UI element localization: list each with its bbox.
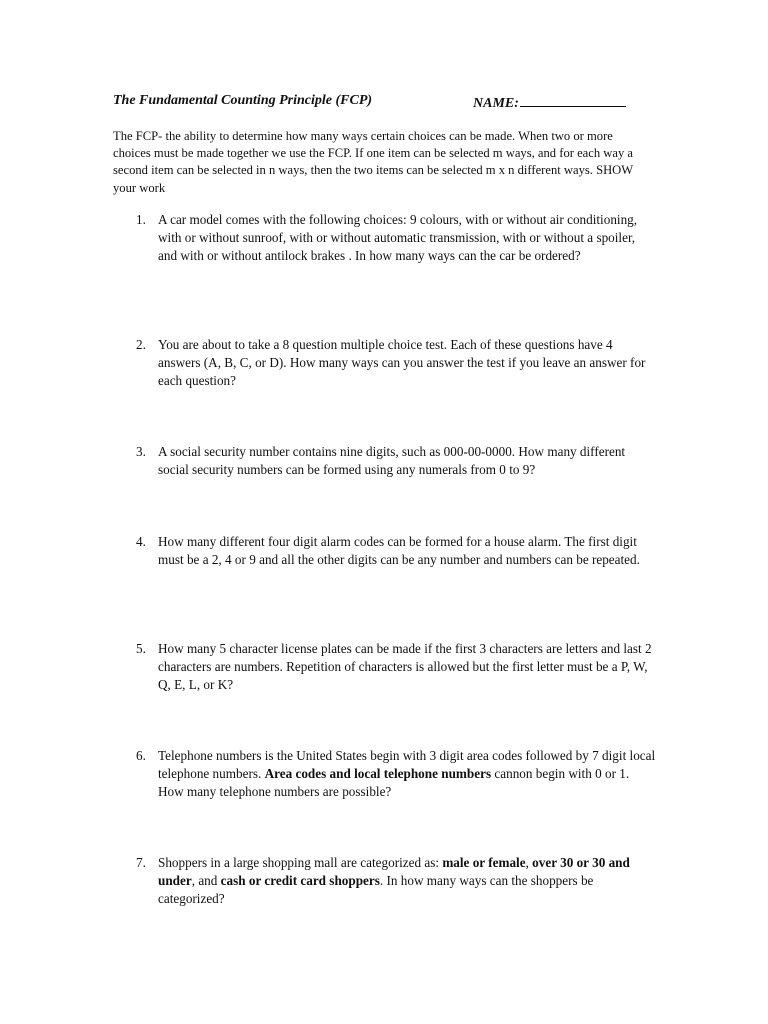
question-text-bold: Area codes and local telephone numbers — [264, 766, 492, 781]
question-number: 7. — [136, 855, 146, 870]
question-6 — [136, 747, 656, 801]
question-text-part: Telephone numbers is the United States begin with 3 digit area codes followed by 7 digit local telephone numbers. — [158, 748, 656, 781]
question-text-part: . In how many ways can the shoppers be categorized? — [158, 873, 594, 906]
worksheet-title: The Fundamental Counting Principle (FCP) — [113, 93, 373, 108]
question-number: 2. — [136, 337, 146, 352]
name-blank-line — [520, 93, 626, 107]
question-text: How many 5 character license plates can be made if the first 3 characters are letters and last 2 characters are numbers. Repetition of characters is allowed but the first letter must be a P, W, Q, E, L, or K? — [158, 641, 652, 692]
question-text: You are about to take a 8 question multiple choice test. Each of these questions have 4 answers (A, B, C, or D). How many ways can you answer the test if you leave an answer for each question? — [158, 337, 646, 388]
worksheet-header — [113, 93, 673, 113]
question-text-bold: cash or credit card shoppers — [220, 873, 380, 888]
question-number: 4. — [136, 534, 146, 549]
question-text-bold: over 30 or 30 and under — [158, 855, 630, 888]
question-text-part: , and — [191, 873, 221, 888]
question-number: 1. — [136, 212, 146, 227]
name-label: NAME: — [473, 96, 519, 111]
question-text-part: Shoppers in a large shopping mall are categorized as: — [158, 855, 443, 870]
intro-paragraph — [113, 128, 648, 197]
question-number: 5. — [136, 641, 146, 656]
question-number: 6. — [136, 748, 146, 763]
question-text — [158, 854, 656, 908]
question-5 — [136, 640, 656, 694]
question-text-bold: male or female — [442, 855, 526, 870]
question-number: 3. — [136, 444, 146, 459]
question-7 — [136, 854, 656, 908]
question-text-part: , — [525, 855, 533, 870]
name-field — [473, 93, 626, 112]
intro-text: The FCP- the ability to determine how many ways certain choices can be made. When two or more choices must be made together we use the FCP. If one item can be selected m ways, and for each way a second item can be selected in n ways, then the two items can be selected m x n different ways. SHOW your work — [113, 129, 634, 195]
question-2 — [136, 336, 656, 390]
question-text — [158, 747, 656, 801]
question-text: How many different four digit alarm codes can be formed for a house alarm. The first digit must be a 2, 4 or 9 and all the other digits can be any number and numbers can be repeated. — [158, 534, 640, 567]
question-text: A social security number contains nine digits, such as 000-00-0000. How many different social security numbers can be formed using any numerals from 0 to 9? — [158, 444, 626, 477]
question-text-part: cannon begin with 0 or 1. How many telephone numbers are possible? — [158, 766, 630, 799]
question-1 — [136, 211, 656, 265]
question-3 — [136, 443, 656, 479]
question-text: A car model comes with the following choices: 9 colours, with or without air conditioning, with or without sunroof, with or without automatic transmission, with or without a spoiler, and with or without antilock brakes . In how many ways can the car be ordered? — [158, 212, 638, 263]
question-4 — [136, 533, 656, 569]
